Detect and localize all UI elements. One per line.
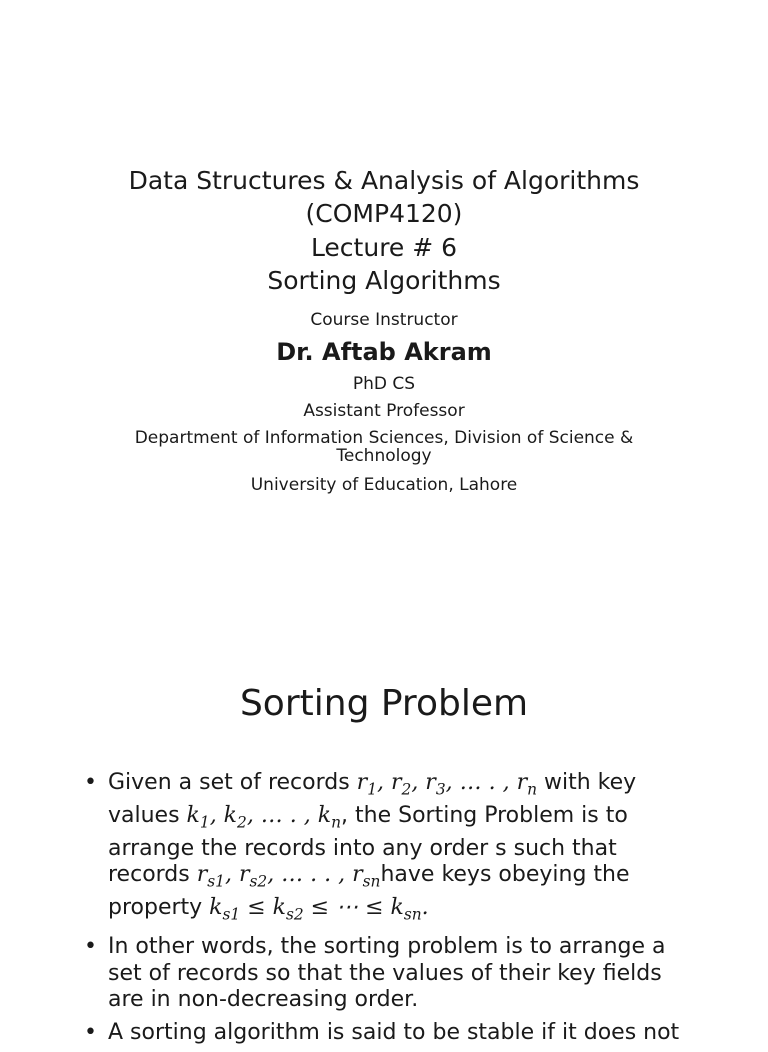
bullet-item <box>84 770 694 928</box>
course-title: Data Structures & Analysis of Algorithms <box>128 166 640 195</box>
lecture-topic: Sorting Algorithms <box>267 266 501 295</box>
bullet-list <box>84 770 694 1052</box>
bullet1-text-b: with key values <box>108 770 637 828</box>
department-line2: Technology <box>336 446 432 466</box>
lecture-number: Lecture # 6 <box>310 233 458 262</box>
keys-formula: $k_1$, $k_2$, … . , $k_n$ <box>186 802 342 832</box>
department-line1: Department of Information Sciences, Division of Science & <box>134 428 634 448</box>
bullet1-text-a: Given a set of records <box>108 770 357 795</box>
sorted-records-formula: $r_{s1}$, $r_{s2}$, … . . , $r_{sn}$ <box>196 862 381 891</box>
instructor-position: Assistant Professor <box>303 401 465 421</box>
instructor-name: Dr. Aftab Akram <box>276 338 492 366</box>
bullet-item: • In other words, the sorting problem is to arrange a set of records so that the values of their key fields are in non-decreasing order. <box>84 934 694 1014</box>
course-code: (COMP4120) <box>305 199 463 228</box>
bullet1-text-c: , the Sorting Problem is to arrange the records into any order s such that records <box>108 802 628 888</box>
ordering-formula: $k_{s1} \le k_{s2}$ ≤ ⋯ ≤ $k_{sn}$. <box>209 895 429 924</box>
instructor-degree: PhD CS <box>352 374 416 394</box>
bullet1-text-d: have keys obeying the property <box>108 862 630 921</box>
slide-heading: Sorting Problem <box>239 683 529 724</box>
instructor-role: Course Instructor <box>310 310 458 330</box>
content-slide <box>0 576 768 1045</box>
records-formula: $r_1$, $r_2$, $r_3$, … . , $r_n$ <box>356 770 538 799</box>
university: University of Education, Lahore <box>250 475 518 495</box>
bullet-item: • A sorting algorithm is said to be stable if it does not <box>84 1020 694 1047</box>
